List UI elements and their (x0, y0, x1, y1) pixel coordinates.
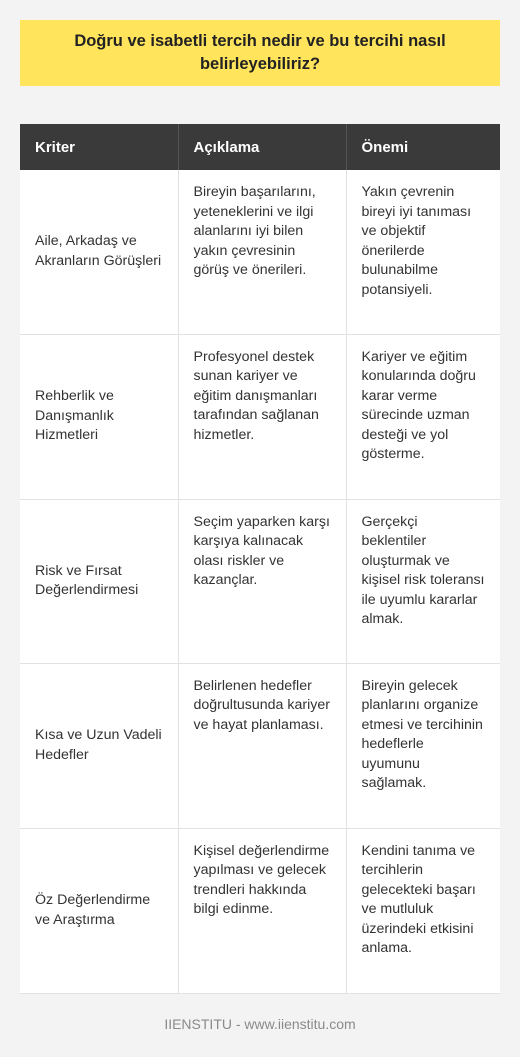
description-cell: Profesyonel destek sunan kariyer ve eğitim danışmanları tarafından sağlanan hizmetler. (178, 334, 346, 499)
description-cell: Bireyin başarılarını, yeteneklerini ve ilgi alanlarını iyi bilen yakın çevresinin görüş ve önerileri. (178, 170, 346, 334)
table-row (20, 170, 500, 334)
criterion-cell: Rehberlik ve Danışmanlık Hizmetleri (20, 334, 178, 499)
table-row (20, 499, 500, 663)
header-importance: Önemi (346, 124, 500, 170)
table-row (20, 334, 500, 499)
description-cell: Kişisel değerlendirme yapılması ve gelecek trendleri hakkında bilgi edinme. (178, 828, 346, 993)
importance-cell: Kendini tanıma ve tercihlerin gelecekteki başarı ve mutluluk üzerindeki etkisini anlama. (346, 828, 500, 993)
description-cell: Belirlenen hedefler doğrultusunda kariyer ve hayat planlaması. (178, 663, 346, 828)
title-banner (20, 20, 500, 86)
importance-cell: Bireyin gelecek planlarını organize etmesi ve tercihinin hedeflerle uyumunu sağlamak. (346, 663, 500, 828)
importance-cell: Yakın çevrenin bireyi iyi tanıması ve objektif önerilerde bulunabilme potansiyeli. (346, 170, 500, 334)
description-cell: Seçim yaparken karşı karşıya kalınacak olası riskler ve kazançlar. (178, 499, 346, 663)
page-title: Doğru ve isabetli tercih nedir ve bu tercihi nasıl belirleyebiliriz? (74, 32, 446, 73)
criterion-cell: Aile, Arkadaş ve Akranların Görüşleri (20, 170, 178, 334)
header-description: Açıklama (178, 124, 346, 170)
criterion-cell: Kısa ve Uzun Vadeli Hedefler (20, 663, 178, 828)
table-header (20, 124, 500, 170)
footer-credit: IIENSTITU - www.iienstitu.com (164, 1016, 356, 1032)
importance-cell: Gerçekçi beklentiler oluşturmak ve kişisel risk toleransı ile uyumlu kararlar almak. (346, 499, 500, 663)
criterion-cell: Risk ve Fırsat Değerlendirmesi (20, 499, 178, 663)
header-criterion: Kriter (20, 124, 178, 170)
importance-cell: Kariyer ve eğitim konularında doğru karar verme sürecinde uzman desteği ve yol gösterme. (346, 334, 500, 499)
table-row (20, 663, 500, 828)
table-row (20, 828, 500, 993)
criteria-table (20, 124, 500, 994)
criterion-cell: Öz Değerlendirme ve Araştırma (20, 828, 178, 993)
